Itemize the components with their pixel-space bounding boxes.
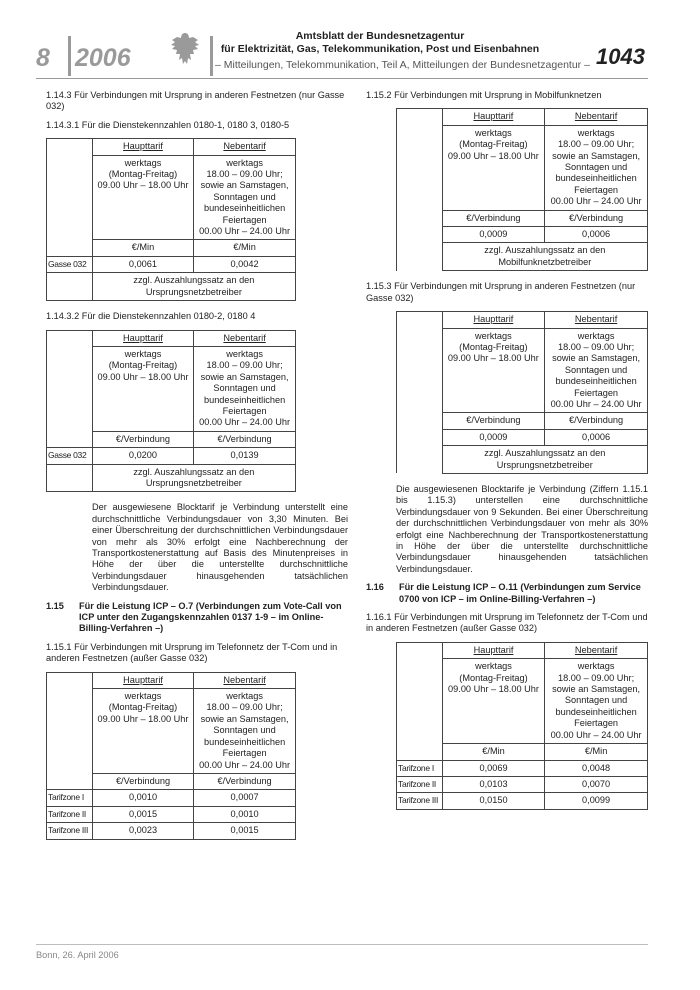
section-heading: [366, 582, 648, 605]
col-header-haupttarif: Haupttarif: [442, 642, 544, 658]
section-heading: 1.15.2 Für Verbindungen mit Ursprung in Mobilfunknetzen: [366, 90, 602, 100]
table-corner: [47, 139, 93, 257]
section-title: Für die Leistung ICP – O.7 (Verbindungen zum Vote-Call von ICP unter den Zugangskennzahlen 0137 1-9 – im Online-Billing-Verfahren –): [79, 600, 342, 634]
header-divider: [68, 36, 71, 76]
section-subtitle: – Mitteilungen, Telekommunikation, Teil A, Mitteilungen der Bundesnetzagentur –: [215, 59, 590, 71]
right-column: [366, 90, 648, 820]
nebentarif-time: werktags 18.00 – 09.00 Uhr; sowie an Samstagen, Sonntagen und bundeseinheitlichen Feiertagen 00.00 Uhr – 24.00 Uhr: [545, 125, 648, 210]
header-divider: [210, 36, 213, 76]
tariff-table: [46, 330, 296, 493]
nebentarif-time: werktags 18.00 – 09.00 Uhr; sowie an Samstagen, Sonntagen und bundeseinheitlichen Feiertagen 00.00 Uhr – 24.00 Uhr: [545, 328, 648, 413]
value-cell: 0,0015: [194, 823, 296, 839]
value-cell: 0,0099: [545, 793, 648, 809]
row-label: Tarifzone III: [47, 823, 93, 839]
tariff-table: [396, 108, 648, 271]
row-label: Tarifzone II: [47, 806, 93, 822]
unit-cell: €/Min: [92, 240, 193, 256]
value-cell: 0,0200: [92, 448, 193, 464]
table-note: zzgl. Auszahlungssatz an den Ursprungsnetzbetreiber: [442, 446, 647, 474]
value-cell: 0,0048: [545, 760, 648, 776]
table-corner: [47, 672, 93, 790]
value-cell: 0,0007: [194, 790, 296, 806]
row-label: Tarifzone III: [397, 793, 443, 809]
unit-cell: €/Verbindung: [442, 413, 545, 429]
nebentarif-time: werktags 18.00 – 09.00 Uhr; sowie an Samstagen, Sonntagen und bundeseinheitlichen Feiertagen 00.00 Uhr – 24.00 Uhr: [194, 346, 296, 431]
value-cell: 0,0069: [442, 760, 544, 776]
col-header-haupttarif: Haupttarif: [442, 109, 545, 125]
col-header-haupttarif: Haupttarif: [442, 312, 545, 328]
row-label: Tarifzone II: [397, 776, 443, 792]
col-header-nebentarif: Nebentarif: [545, 109, 648, 125]
left-column: [46, 90, 348, 850]
unit-cell: €/Verbindung: [545, 210, 648, 226]
table-corner: [47, 273, 93, 301]
row-label: Tarifzone I: [47, 790, 93, 806]
value-cell: 0,0042: [194, 256, 296, 272]
paragraph: Der ausgewiesene Blocktarif je Verbindung unterstellt eine durchschnittliche Verbindungsdauer von 3,30 Minuten. Bei einer Überschreitung der durchschnittlichen Verbindungsdauer von mehr als 30% erfolgt eine Nachberechnung der Transportkostenerstattung auf Basis des Minutenpreises in Höhe der über die unterstellte durchschnittliche Verbindungsdauer hinausgehenden tatsächlichen Verbindungsdauer.: [92, 502, 348, 593]
nebentarif-time: werktags 18.00 – 09.00 Uhr; sowie an Samstagen, Sonntagen und bundeseinheitlichen Feiertagen 00.00 Uhr – 24.00 Uhr: [194, 155, 296, 240]
issue-year: 2006: [75, 44, 131, 72]
table-corner: [397, 109, 443, 271]
unit-cell: €/Min: [194, 240, 296, 256]
issue-number: 8: [36, 44, 50, 72]
gazette-subtitle: für Elektrizität, Gas, Telekommunikation, Post und Eisenbahnen: [220, 43, 540, 55]
value-cell: 0,0139: [194, 448, 296, 464]
unit-cell: €/Min: [442, 744, 544, 760]
value-cell: 0,0015: [92, 806, 193, 822]
col-header-nebentarif: Nebentarif: [194, 330, 296, 346]
unit-cell: €/Verbindung: [545, 413, 648, 429]
nebentarif-time: werktags 18.00 – 09.00 Uhr; sowie an Samstagen, Sonntagen und bundeseinheitlichen Feiertagen 00.00 Uhr – 24.00 Uhr: [194, 689, 296, 774]
value-cell: 0,0023: [92, 823, 193, 839]
unit-cell: €/Verbindung: [92, 431, 193, 447]
col-header-nebentarif: Nebentarif: [545, 312, 648, 328]
row-label: Tarifzone I: [397, 760, 443, 776]
row-label: Gasse 032: [47, 448, 93, 464]
value-cell: 0,0070: [545, 776, 648, 792]
table-note: zzgl. Auszahlungssatz an den Ursprungsnetzbetreiber: [92, 464, 295, 492]
col-header-nebentarif: Nebentarif: [545, 642, 648, 658]
table-note: zzgl. Auszahlungssatz an den Mobilfunknetzbetreiber: [442, 243, 647, 271]
unit-cell: €/Min: [545, 744, 648, 760]
section-heading: 1.14.3.1 Für die Dienstekennzahlen 0180-1, 0180 3, 0180-5: [46, 119, 290, 130]
unit-cell: €/Verbindung: [442, 210, 545, 226]
tariff-table: [396, 311, 648, 474]
value-cell: 0,0009: [442, 227, 545, 243]
section-heading: 1.15.3 Für Verbindungen mit Ursprung in anderen Festnetzen (nur Gasse 032): [366, 281, 636, 303]
col-header-haupttarif: Haupttarif: [92, 672, 193, 688]
page-number: 1043: [596, 44, 645, 69]
haupttarif-time: werktags (Montag-Freitag) 09.00 Uhr – 18.00 Uhr: [92, 689, 193, 774]
section-title: Für die Leistung ICP – O.11 (Verbindungen zum Service 0700 von ICP – im Online-Billing-Verfahren –): [399, 582, 641, 604]
section-number: 1.16: [366, 582, 384, 593]
section-heading: [46, 601, 348, 635]
value-cell: 0,0150: [442, 793, 544, 809]
section-heading: 1.14.3.2 Für die Dienstekennzahlen 0180-2, 0180 4: [46, 311, 256, 322]
haupttarif-time: werktags (Montag-Freitag) 09.00 Uhr – 18.00 Uhr: [92, 346, 193, 431]
value-cell: 0,0010: [92, 790, 193, 806]
footer-rule: [36, 944, 648, 945]
table-corner: [47, 464, 93, 492]
section-number: 1.15: [46, 600, 64, 611]
table-note: zzgl. Auszahlungssatz an den Ursprungsnetzbetreiber: [92, 273, 295, 301]
haupttarif-time: werktags (Montag-Freitag) 09.00 Uhr – 18.00 Uhr: [92, 155, 193, 240]
tariff-table: [46, 672, 296, 840]
haupttarif-time: werktags (Montag-Freitag) 09.00 Uhr – 18.00 Uhr: [442, 125, 545, 210]
header-rule: [36, 78, 648, 79]
value-cell: 0,0010: [194, 806, 296, 822]
section-heading: 1.16.1 Für Verbindungen mit Ursprung im Telefonnetz der T-Com und in anderen Festnetzen (außer Gasse 032): [366, 612, 648, 634]
table-corner: [397, 312, 443, 474]
col-header-haupttarif: Haupttarif: [92, 139, 193, 155]
tariff-table: [396, 642, 648, 810]
table-corner: [47, 330, 93, 448]
section-heading: 1.14.3 Für Verbindungen mit Ursprung in anderen Festnetzen (nur Gasse 032): [46, 90, 345, 112]
value-cell: 0,0061: [92, 256, 193, 272]
paragraph: Die ausgewiesenen Blocktarife je Verbindung (Ziffern 1.15.1 bis 1.15.3) unterstellen eine durchschnittliche Verbindungsdauer von 9 Sekunden. Bei einer Überschreitung der durchschnittlichen Verbindungsdauer von mehr als 30% erfolgt eine Nachberechnung der Transportkostenerstattung in Höhe der über die unterstellte durchschnittliche Verbindungsdauer hinausgehenden tatsächlichen Verbindungsdauer.: [396, 483, 648, 574]
unit-cell: €/Verbindung: [194, 773, 296, 789]
col-header-nebentarif: Nebentarif: [194, 139, 296, 155]
haupttarif-time: werktags (Montag-Freitag) 09.00 Uhr – 18.00 Uhr: [442, 659, 544, 744]
unit-cell: €/Verbindung: [194, 431, 296, 447]
value-cell: 0,0006: [545, 227, 648, 243]
federal-eagle-icon: [168, 30, 202, 70]
value-cell: 0,0009: [442, 429, 545, 445]
section-heading: 1.15.1 Für Verbindungen mit Ursprung im Telefonnetz der T-Com und in anderen Festnetzen (außer Gasse 032): [46, 641, 338, 664]
haupttarif-time: werktags (Montag-Freitag) 09.00 Uhr – 18.00 Uhr: [442, 328, 545, 413]
col-header-haupttarif: Haupttarif: [92, 330, 193, 346]
col-header-nebentarif: Nebentarif: [194, 672, 296, 688]
row-label: Gasse 032: [47, 256, 93, 272]
gazette-title: Amtsblatt der Bundesnetzagentur: [295, 30, 465, 42]
nebentarif-time: werktags 18.00 – 09.00 Uhr; sowie an Samstagen, Sonntagen und bundeseinheitlichen Feiertagen 00.00 Uhr – 24.00 Uhr: [545, 659, 648, 744]
table-corner: [397, 642, 443, 760]
tariff-table: [46, 138, 296, 301]
footer-date: Bonn, 26. April 2006: [36, 950, 119, 960]
value-cell: 0,0103: [442, 776, 544, 792]
value-cell: 0,0006: [545, 429, 648, 445]
unit-cell: €/Verbindung: [92, 773, 193, 789]
